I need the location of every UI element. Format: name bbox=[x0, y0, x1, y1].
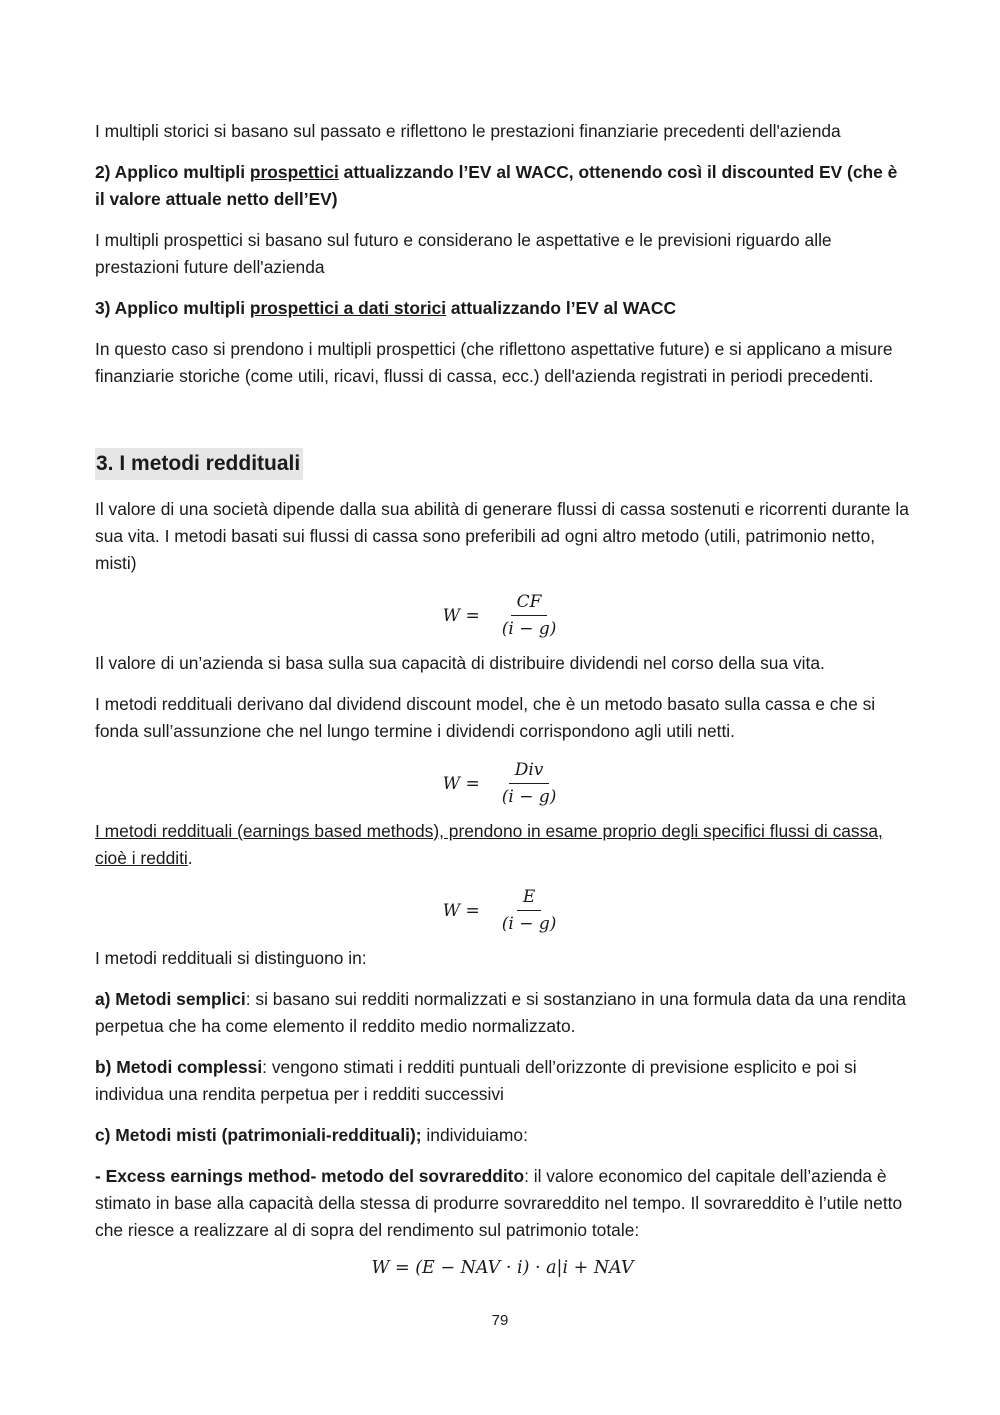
equation-div: W = $\frac{\text{Div}}{(i - g)}$ bbox=[442, 760, 557, 807]
paragraph-ddm: I metodi reddituali derivano dal dividend discount model, che è un metodo basato sulla cassa e che si fonda sull’assunzione che nel lungo termine i dividendi corrispondono agli utili netti. bbox=[95, 694, 876, 741]
paragraph-distinguono: I metodi reddituali si distinguono in: bbox=[95, 948, 367, 968]
heading-multipli-dati-storici: 3) Applico multipli prospettici a dati storici attualizzando l’EV al WACC bbox=[95, 298, 677, 318]
page-body bbox=[95, 118, 910, 1278]
paragraph-earnings-based: I metodi reddituali (earnings based methods), prendono in esame proprio degli specifici flussi di cassa, cioè i redditi. bbox=[95, 821, 883, 868]
equation-e: W = $\frac{E}{(i - g)}$ bbox=[442, 887, 557, 934]
item-metodi-misti: c) Metodi misti (patrimoniali-reddituali); individuiamo: bbox=[95, 1125, 528, 1145]
item-excess-earnings: - Excess earnings method- metodo del sovrareddito: il valore economico del capitale dell’azienda è stimato in base alla capacità della stessa di produrre sovrareddito nel tempo. Il sovrareddito è l’utile netto che riesce a realizzare al di sopra del rendimento sul patrimonio totale: bbox=[95, 1166, 903, 1240]
equation-cf: W = $\frac{CF}{(i - g)}$ bbox=[442, 592, 557, 639]
paragraph-valore-societa: Il valore di una società dipende dalla sua abilità di generare flussi di cassa sostenuti e ricorrenti durante la sua vita. I metodi basati sui flussi di cassa sono preferibili ad ogni altro metodo (utili, patrimonio netto, misti) bbox=[95, 499, 909, 573]
paragraph-multipli-storici: I multipli storici si basano sul passato e riflettono le prestazioni finanziarie precedenti dell'azienda bbox=[95, 121, 841, 141]
heading-multipli-prospettici: 2) Applico multipli prospettici attualizzando l’EV al WACC, ottenendo così il discounted EV (che è il valore attuale netto dell’EV) bbox=[95, 162, 898, 209]
section-title: 3. I metodi reddituali bbox=[95, 448, 303, 480]
item-metodi-complessi: b) Metodi complessi: vengono stimati i redditi puntuali dell’orizzonte di previsione esplicito e poi si individua una rendita perpetua per i redditi successivi bbox=[95, 1057, 857, 1104]
equation-sovrareddito: W = (E − NAV · i) · a|i + NAV bbox=[371, 1258, 634, 1278]
paragraph-multipli-prospettici: I multipli prospettici si basano sul futuro e considerano le aspettative e le previsioni riguardo alle prestazioni future dell'azienda bbox=[95, 230, 832, 277]
paragraph-dividendi: Il valore di un’azienda si basa sulla sua capacità di distribuire dividendi nel corso della sua vita. bbox=[95, 653, 825, 673]
item-metodi-semplici: a) Metodi semplici: si basano sui redditi normalizzati e si sostanziano in una formula data da una rendita perpetua che ha come elemento il reddito medio normalizzato. bbox=[95, 989, 907, 1036]
paragraph-dati-storici: In questo caso si prendono i multipli prospettici (che riflettono aspettative future) e si applicano a misure finanziarie storiche (come utili, ricavi, flussi di cassa, ecc.) dell'azienda registrati in periodi precedenti. bbox=[95, 339, 893, 386]
page-number: 79 bbox=[491, 1312, 509, 1329]
